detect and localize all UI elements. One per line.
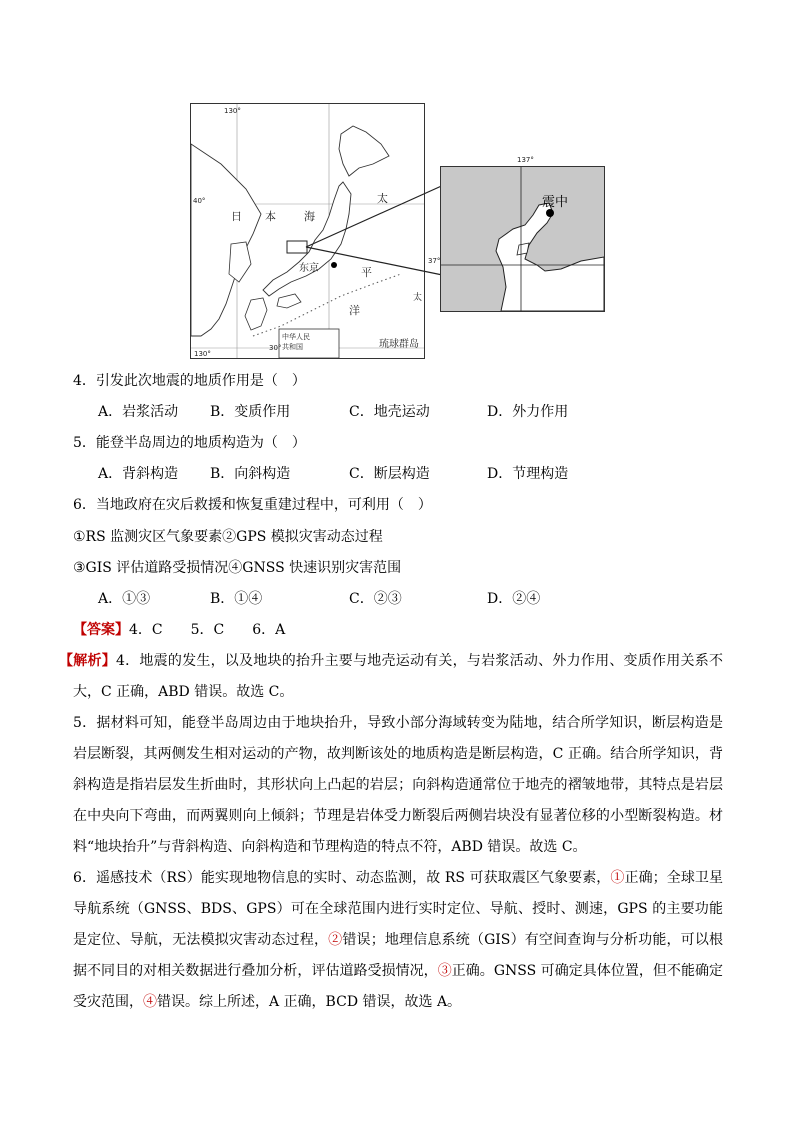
q4-option-a: A．岩浆活动 [98,404,179,420]
answer-line [73,620,285,640]
analysis-p4-text: 4．地震的发生，以及地块的抬升主要与地壳运动有关，与岩浆活动、外力作用、变质作用关系不大，C 正确，ABD 错误。故选 C。 [73,653,724,700]
inset-lon-label: 137° [517,156,534,164]
sea-char-1: 日 [231,210,242,223]
tokyo-label: 东京 [299,263,319,274]
inset-map-svg [441,167,604,311]
china-label-2: 共和国 [282,343,303,351]
epicenter-label: 震中 [542,195,569,210]
analysis-p6 [73,863,723,1018]
ocean-char-2: 平 [361,266,372,279]
q5-option-d: D．节理构造 [487,466,569,482]
q4-option-d: D．外力作用 [487,404,569,420]
china-label-1: 中华人民 [282,333,310,341]
q5-option-b: B．向斜构造 [210,466,291,482]
q6-item-line-2: ③GIS 评估道路受损情况④GNSS 快速识别灾害范围 [73,560,402,576]
q5-option-c: C．断层构造 [349,466,430,482]
lon-130-label: 130° [224,107,241,115]
q6-option-b: B．①④ [210,591,263,607]
ocean-char-extra: 太 [413,293,423,303]
question-6-stem: 6．当地政府在灾后救援和恢复重建过程中，可利用（ ） [73,497,432,513]
inset-connector-lines [300,170,460,290]
analysis-p6-part-d: 正确。GNSS 可确定具体位置，但不能确定受灾范围， [73,963,724,1010]
analysis-label: 【解析】 [59,653,116,669]
analysis-p6-part-e: 错误。综上所述，A 正确，BCD 错误，故选 A。 [157,994,462,1010]
q4-option-b: B．变质作用 [210,404,291,420]
analysis-p6-part-b: 正确；全球卫星导航系统（GNSS、BDS、GPS）可在全球范围内进行实时定位、导航、授时、测速，GPS 的主要功能是定位、导航，无法模拟灾害动态过程， [73,870,724,948]
ocean-char-3: 洋 [349,304,360,317]
q6-item-line-1: ①RS 监测灾区气象要素②GPS 模拟灾害动态过程 [73,529,383,545]
q5-option-a: A．背斜构造 [98,466,179,482]
q6-option-c: C．②③ [349,591,402,607]
ocean-char-1: 太 [377,192,388,205]
noto-inset-map [440,166,605,312]
question-4-stem: 4．引发此次地震的地质作用是（ ） [73,373,306,389]
inset-lat-label-outer: 37° [428,257,441,265]
circled-2: ② [328,932,343,948]
q4-option-c: C．地壳运动 [349,404,430,420]
circled-4: ④ [143,994,157,1010]
lat-30-label: 30° [269,344,282,352]
sea-char-2: 本 [265,210,276,223]
answer-label: 【答案】 [73,622,129,638]
sea-char-3: 海 [304,210,315,223]
lat-40-label: 40° [193,197,206,205]
question-5-stem: 5．能登半岛周边的地质构造为（ ） [73,435,306,451]
lat-30-bottom-label: 130° [194,350,211,358]
circled-1: ① [610,870,625,886]
analysis-p5: 5．据材料可知，能登半岛周边由于地块抬升，导致小部分海域转变为陆地，结合所学知识，断层构造是岩层断裂，其两侧发生相对运动的产物，故判断该处的地质构造是断层构造，C 正确。结合所学知识，背斜构造是指岩层发生折曲时，其形状向上凸起的岩层；向斜构造通常位于地壳的褶皱地带，其特点是岩层在中央向下弯曲，而两翼则向上倾斜；节理是岩体受力断裂后两侧岩块没有显著位移的小型断裂构造。材料“地块抬升”与背斜构造、向斜构造和节理构造的特点不符，ABD 错误。故选 C。 [73,715,723,855]
ryukyu-label: 琉球群岛 [379,339,419,350]
epicenter-dot [546,209,554,217]
analysis-p6-part-a: 6．遥感技术（RS）能实现地物信息的实时、动态监测，故 RS 可获取震区气象要素， [73,870,611,886]
q6-option-a: A．①③ [98,591,151,607]
analysis-p6-part-c: 错误；地理信息系统（GIS）有空间查询与分析功能，可以根据不同目的对相关数据进行叠加分析，评估道路受损情况， [73,932,724,979]
analysis-p4 [59,646,724,708]
q6-option-d: D．②④ [487,591,541,607]
circled-3: ③ [437,963,452,979]
answer-text: 4．C 5．C 6．A [129,622,286,638]
